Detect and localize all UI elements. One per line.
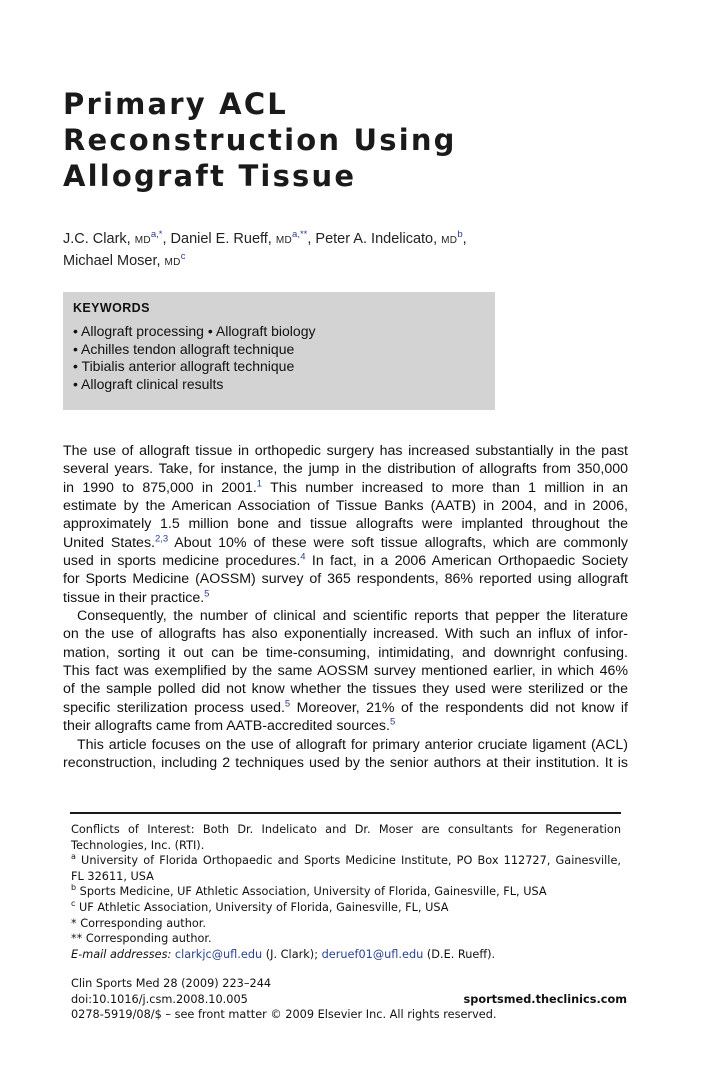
reference-link[interactable]: 2,3 (155, 532, 169, 544)
doi[interactable]: doi:10.1016/j.csm.2008.10.005 (71, 992, 248, 1006)
affiliation-c (71, 900, 621, 916)
author-line (63, 229, 663, 251)
email-label: E-mail addresses: (71, 947, 172, 961)
body-line: This article focuses on the use of allograft for primary anterior cruciate ligament (ACL) (77, 736, 628, 753)
footnote-text: UF Athletic Association, University of Florida, Gainesville, FL, USA (75, 900, 449, 914)
email-line (71, 947, 621, 963)
affiliation-marker[interactable]: c (180, 251, 186, 263)
body-line: mation, sorting it out can be time-consuming, intimidating, and downright confusing. (63, 644, 628, 661)
footnote-line: Conflicts of Interest: Both Dr. Indelicato and Dr. Moser are consultants for Regeneration (71, 823, 621, 836)
title-line: Allograft Tissue (63, 159, 357, 193)
keywords-box (63, 292, 495, 410)
body-fragment: Moreover, 21% of the respondents did not know if (290, 699, 628, 716)
article-title (63, 86, 623, 194)
reference-link[interactable]: 5 (284, 698, 291, 710)
keyword-item: • Allograft processing • Allograft biology (73, 323, 316, 339)
author-separator: , (462, 231, 467, 247)
author-degree: MD (164, 257, 181, 268)
title-line: Reconstruction Using (63, 123, 457, 157)
body-line (63, 717, 628, 735)
reference-link[interactable]: 1 (256, 477, 263, 489)
body-fragment: United States. (63, 534, 155, 551)
reference-link[interactable]: 5 (389, 716, 396, 728)
author-degree: MD (275, 235, 293, 246)
affiliation-marker[interactable]: a,** (292, 229, 308, 241)
body-line: on the use of allografts has also exponentially increased. With such an influx of infor- (63, 626, 628, 643)
journal-citation: Clin Sports Med 28 (2009) 223–244 (71, 977, 272, 990)
author-line (63, 251, 663, 273)
affiliation-marker[interactable]: b (457, 229, 463, 241)
body-line: This fact was exemplified by the same AOSSM survey mentioned earlier, in which 46% (63, 663, 628, 680)
body-line: of the sample polled did not know whether the tissues they used were sterilized or the (63, 681, 628, 698)
body-line: The use of allograft tissue in orthopedic surgery has increased substantially in the past (63, 443, 628, 459)
body-fragment: tissue in their practice. (63, 589, 205, 606)
doi-line (71, 992, 631, 1008)
body-line: estimate by the American Association of Tissue Banks (AATB) in 2004, and in 2006, (63, 498, 628, 515)
body-line: several years. Take, for instance, the jump in the distribution of allografts from 350,000 (63, 461, 628, 478)
keyword-item: • Allograft clinical results (73, 375, 224, 392)
body-line (63, 534, 628, 552)
body-fragment: in 1990 to 875,000 in 2001. (63, 479, 257, 496)
copyright-line: 0278-5919/08/$ – see front matter © 2009 Elsevier Inc. All rights reserved. (71, 1008, 497, 1022)
body-fragment: This number increased to more than 1 million in an (262, 479, 628, 496)
author-separator: , (307, 231, 316, 247)
affiliation-b (71, 884, 621, 900)
body-fragment: About 10% of these were soft tissue allografts, which are commonly (168, 534, 629, 551)
corresponding-author: ** Corresponding author. (71, 932, 212, 946)
journal-website[interactable]: sportsmed.theclinics.com (463, 992, 627, 1006)
author-separator: , (162, 231, 171, 247)
author-name: Daniel E. Rueff, (170, 231, 276, 247)
footnote-line: FL 32611, USA (71, 869, 154, 883)
affiliation-a (71, 853, 621, 869)
body-fragment: their allografts came from AATB-accredited sources. (63, 718, 390, 735)
footnote-text: Sports Medicine, UF Athletic Association, University of Florida, Gainesville, FL, USA (76, 885, 547, 899)
email-link-rueff[interactable]: deruef01@ufl.edu (321, 947, 424, 961)
body-line (63, 699, 628, 717)
footnote-divider (70, 812, 621, 814)
body-fragment: In fact, in a 2006 American Orthopaedic Society (305, 553, 628, 570)
body-line (63, 479, 628, 497)
body-fragment: specific sterilization process used. (63, 699, 285, 716)
author-name: Peter A. Indelicato, (315, 231, 442, 247)
body-line: Consequently, the number of clinical and scientific reports that pepper the literature (77, 608, 628, 625)
author-degree: MD (134, 235, 151, 246)
body-line: reconstruction, including 2 techniques used by the senior authors at their institution. It is (63, 754, 628, 771)
email-owner: (D.E. Rueff). (423, 947, 496, 961)
body-text (63, 442, 628, 772)
reference-link[interactable]: 4 (300, 551, 306, 563)
email-link-clark[interactable]: clarkjc@ufl.edu (174, 947, 263, 961)
corresponding-author: * Corresponding author. (71, 916, 206, 930)
title-line: Primary ACL (63, 87, 288, 121)
footnote-marker: c (71, 899, 76, 909)
citation-block (71, 976, 631, 1023)
reference-link[interactable]: 5 (204, 588, 210, 600)
footnote-marker: a (71, 852, 76, 862)
footnote-text: University of Florida Orthopaedic and Sports Medicine Institute, PO Box 112727, Gainesville, (75, 854, 621, 868)
email-owner: (J. Clark); (262, 947, 322, 961)
footnotes (71, 822, 621, 962)
keyword-item: • Achilles tendon allograft technique (73, 340, 295, 357)
body-line (63, 552, 628, 570)
author-degree: MD (441, 235, 458, 246)
author-name: J.C. Clark, (63, 231, 135, 247)
keywords-heading: KEYWORDS (73, 301, 150, 315)
footnote-marker: b (71, 883, 77, 893)
author-list (63, 229, 663, 273)
body-line: approximately 1.5 million bone and tissue allografts were implanted throughout the (63, 516, 628, 533)
body-fragment: used in sports medicine procedures. (63, 553, 301, 570)
affiliation-marker[interactable]: a,* (150, 229, 163, 241)
body-line (63, 589, 628, 607)
keyword-item: • Tibialis anterior allograft technique (73, 358, 295, 375)
author-name: Michael Moser, (63, 253, 165, 269)
body-line: for Sports Medicine (AOSSM) survey of 365 respondents, 86% reported using allograft (63, 571, 628, 588)
footnote-line: Technologies, Inc. (RTI). (71, 838, 205, 852)
